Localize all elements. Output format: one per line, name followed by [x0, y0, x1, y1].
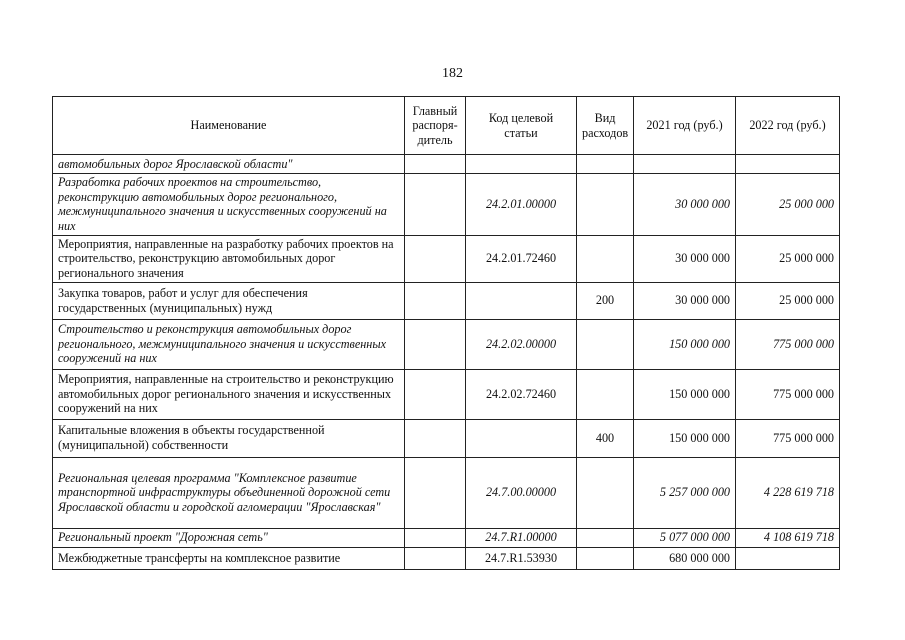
- cell-2022: 775 000 000: [736, 419, 840, 457]
- cell-2022: 25 000 000: [736, 235, 840, 282]
- cell-2021: 5 257 000 000: [634, 457, 736, 528]
- cell-code: 24.2.01.72460: [466, 235, 577, 282]
- budget-table: [52, 96, 840, 570]
- page-number: 182: [442, 66, 463, 81]
- cell-name: Капитальные вложения в объекты государственной (муниципальной) собственности: [53, 419, 405, 457]
- cell-manager: [405, 528, 466, 547]
- cell-name: автомобильных дорог Ярославской области": [53, 155, 405, 174]
- cell-2021: 30 000 000: [634, 282, 736, 319]
- cell-code: 24.2.01.00000: [466, 174, 577, 236]
- cell-code: [466, 155, 577, 174]
- table-header-row: [53, 97, 840, 155]
- cell-2021: 30 000 000: [634, 174, 736, 236]
- table-row: [53, 528, 840, 547]
- cell-type: [577, 235, 634, 282]
- cell-code: 24.2.02.72460: [466, 369, 577, 419]
- header-name: Наименование: [53, 97, 405, 155]
- cell-type: [577, 547, 634, 569]
- table-row: [53, 457, 840, 528]
- table-row: [53, 547, 840, 569]
- cell-2021: 150 000 000: [634, 319, 736, 369]
- cell-2021: 5 077 000 000: [634, 528, 736, 547]
- header-2022: 2022 год (руб.): [736, 97, 840, 155]
- cell-name: Региональный проект "Дорожная сеть": [53, 528, 405, 547]
- table-row: [53, 319, 840, 369]
- cell-manager: [405, 282, 466, 319]
- cell-name: Межбюджетные трансферты на комплексное развитие: [53, 547, 405, 569]
- cell-2021: 30 000 000: [634, 235, 736, 282]
- cell-name: Закупка товаров, работ и услуг для обеспечения государственных (муниципальных) нужд: [53, 282, 405, 319]
- cell-code: 24.7.R1.53930: [466, 547, 577, 569]
- cell-2022: 775 000 000: [736, 369, 840, 419]
- cell-code: [466, 282, 577, 319]
- cell-code: [466, 419, 577, 457]
- cell-type: 400: [577, 419, 634, 457]
- cell-code: 24.7.00.00000: [466, 457, 577, 528]
- cell-code: 24.2.02.00000: [466, 319, 577, 369]
- cell-name: Региональная целевая программа "Комплексное развитие транспортной инфраструктуры объединенной дорожной сети Ярославской области и городской агломерации "Ярославская": [53, 457, 405, 528]
- cell-2022: [736, 155, 840, 174]
- cell-2022: 25 000 000: [736, 282, 840, 319]
- cell-type: [577, 155, 634, 174]
- cell-2021: 150 000 000: [634, 419, 736, 457]
- cell-manager: [405, 369, 466, 419]
- cell-manager: [405, 155, 466, 174]
- cell-name: Строительство и реконструкция автомобильных дорог регионального, межмуниципального значения и искусственных сооружений на них: [53, 319, 405, 369]
- cell-2022: [736, 547, 840, 569]
- table-body: [53, 155, 840, 570]
- cell-manager: [405, 235, 466, 282]
- table-row: [53, 369, 840, 419]
- cell-name: Мероприятия, направленные на строительство и реконструкцию автомобильных дорог регионального значения и искусственных сооружений на них: [53, 369, 405, 419]
- header-type: Вид расходов: [577, 97, 634, 155]
- cell-type: [577, 319, 634, 369]
- cell-manager: [405, 419, 466, 457]
- cell-2021: [634, 155, 736, 174]
- table-row: [53, 235, 840, 282]
- cell-type: [577, 174, 634, 236]
- cell-code: 24.7.R1.00000: [466, 528, 577, 547]
- cell-type: 200: [577, 282, 634, 319]
- cell-2022: 775 000 000: [736, 319, 840, 369]
- cell-name: Мероприятия, направленные на разработку рабочих проектов на строительство, реконструкцию автомобильных дорог регионального значения: [53, 235, 405, 282]
- header-code: Код целевой статьи: [466, 97, 577, 155]
- cell-2022: 25 000 000: [736, 174, 840, 236]
- cell-type: [577, 369, 634, 419]
- cell-type: [577, 457, 634, 528]
- header-manager: Главный распоря- дитель: [405, 97, 466, 155]
- cell-2021: 680 000 000: [634, 547, 736, 569]
- cell-2021: 150 000 000: [634, 369, 736, 419]
- table-row: [53, 419, 840, 457]
- header-2021: 2021 год (руб.): [634, 97, 736, 155]
- cell-manager: [405, 457, 466, 528]
- cell-manager: [405, 319, 466, 369]
- cell-2022: 4 228 619 718: [736, 457, 840, 528]
- cell-2022: 4 108 619 718: [736, 528, 840, 547]
- cell-name: Разработка рабочих проектов на строительство, реконструкцию автомобильных дорог регионального, межмуниципального значения и искусственных сооружений на них: [53, 174, 405, 236]
- cell-manager: [405, 174, 466, 236]
- cell-type: [577, 528, 634, 547]
- table-row: [53, 174, 840, 236]
- table-row: [53, 282, 840, 319]
- cell-manager: [405, 547, 466, 569]
- table-row: [53, 155, 840, 174]
